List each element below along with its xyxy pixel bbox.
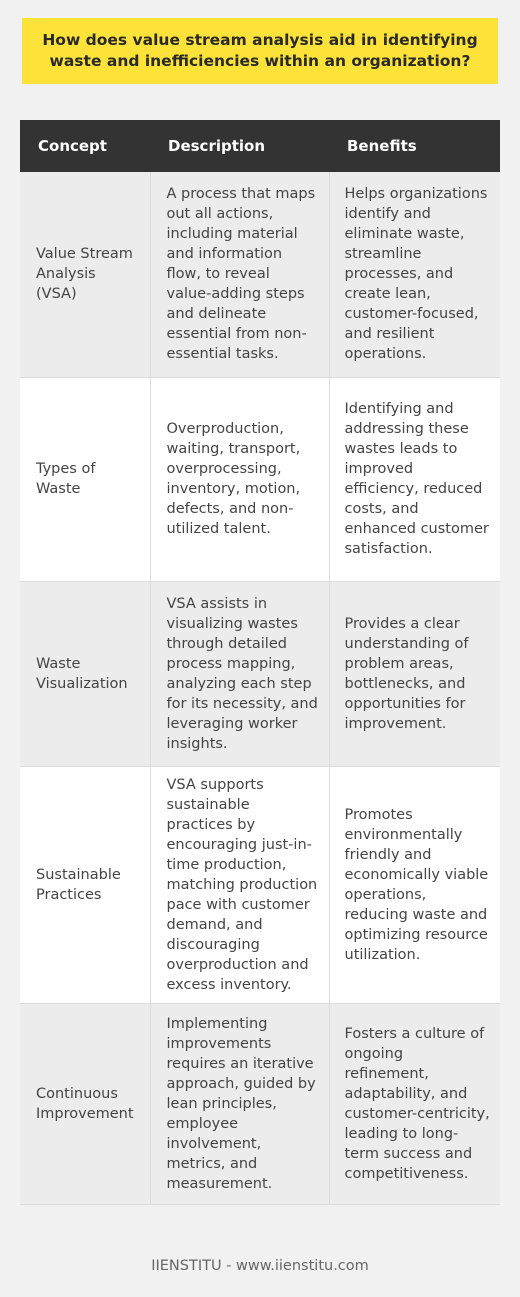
benefits-cell: Fosters a culture of ongoing refinement, adaptability, and customer-centricity, leading to long-term success and competitiveness. bbox=[329, 1003, 500, 1204]
table-header-row bbox=[20, 120, 500, 172]
table-row bbox=[20, 172, 500, 377]
question-title: How does value stream analysis aid in identifying waste and inefficiencies within an organization? bbox=[22, 18, 498, 84]
table-row bbox=[20, 581, 500, 766]
table-row bbox=[20, 1003, 500, 1204]
table-row bbox=[20, 377, 500, 581]
concept-cell: Value Stream Analysis (VSA) bbox=[20, 172, 150, 377]
benefits-cell: Provides a clear understanding of problem areas, bottlenecks, and opportunities for improvement. bbox=[329, 581, 500, 766]
footer-credit: IIENSTITU - www.iienstitu.com bbox=[151, 1258, 369, 1274]
concept-table bbox=[20, 120, 500, 1205]
concept-cell: Sustainable Practices bbox=[20, 766, 150, 1003]
description-cell: VSA assists in visualizing wastes through detailed process mapping, analyzing each step for its necessity, and leveraging worker insights. bbox=[150, 581, 329, 766]
header-benefits: Benefits bbox=[329, 120, 500, 172]
concept-cell: Waste Visualization bbox=[20, 581, 150, 766]
description-cell: VSA supports sustainable practices by encouraging just-in-time production, matching production pace with customer demand, and discouraging overproduction and excess inventory. bbox=[150, 766, 329, 1003]
header-description: Description bbox=[150, 120, 329, 172]
description-cell: Overproduction, waiting, transport, overprocessing, inventory, motion, defects, and non-utilized talent. bbox=[150, 377, 329, 581]
description-cell: Implementing improvements requires an iterative approach, guided by lean principles, employee involvement, metrics, and measurement. bbox=[150, 1003, 329, 1204]
concept-cell: Continuous Improvement bbox=[20, 1003, 150, 1204]
table-row bbox=[20, 766, 500, 1003]
benefits-cell: Identifying and addressing these wastes leads to improved efficiency, reduced costs, and enhanced customer satisfaction. bbox=[329, 377, 500, 581]
benefits-cell: Helps organizations identify and eliminate waste, streamline processes, and create lean, customer-focused, and resilient operations. bbox=[329, 172, 500, 377]
concept-cell: Types of Waste bbox=[20, 377, 150, 581]
header-concept: Concept bbox=[20, 120, 150, 172]
benefits-cell: Promotes environmentally friendly and economically viable operations, reducing waste and optimizing resource utilization. bbox=[329, 766, 500, 1003]
description-cell: A process that maps out all actions, including material and information flow, to reveal value-adding steps and delineate essential from non-essential tasks. bbox=[150, 172, 329, 377]
